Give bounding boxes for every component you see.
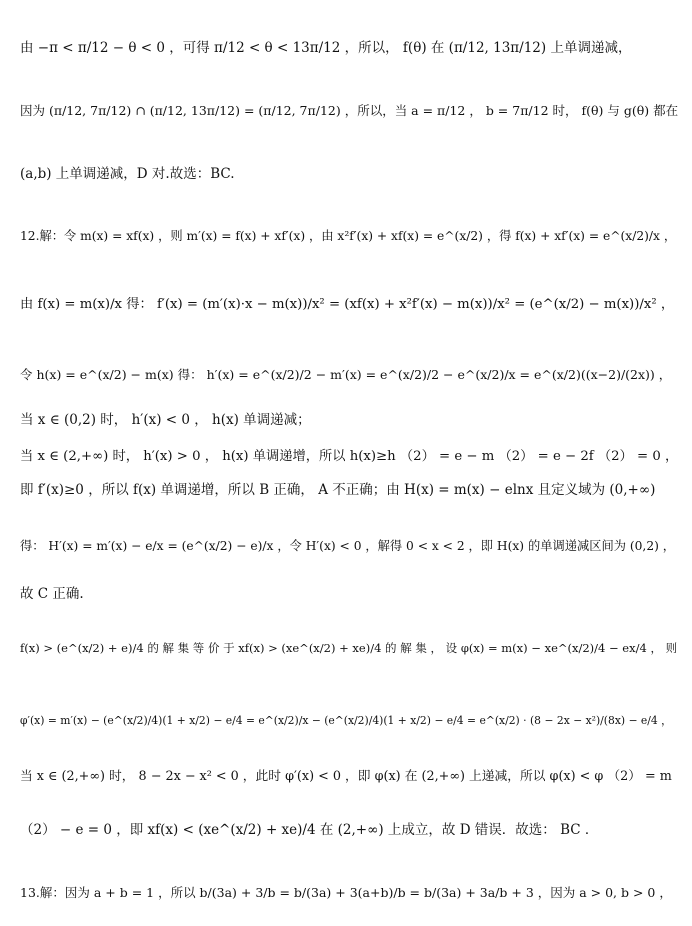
text-line-13: φ′(x) = m′(x) − (e^(x/2)/4)(1 + x/2) − e/4 = e^(x/2)/x − (e^(x/2)/4)(1 + x/2) − e/4 = e^(x/2) · (8 − 2x − x²)/(8x) − e/4 ， bbox=[20, 713, 672, 727]
text-line-4: 12.解：令 m(x) = xf(x) ，则 m′(x) = f(x) + xf′(x) ，由 x²f′(x) + xf(x) = e^(x/2) ，得 f(x) + xf′(x) = e^(x/2)/x ， bbox=[20, 229, 677, 243]
text-line-10: 得： H′(x) = m′(x) − e/x = (e^(x/2) − e)/x ，令 H′(x) < 0 ，解得 0 < x < 2 ，即 H(x) 的单调递减区间为 (0,2) ， bbox=[20, 539, 676, 553]
text-line-8: 当 x ∈ (2,+∞) 时， h′(x) > 0 ， h(x) 单调递增，所以 h(x)≥h （2） = e − m （2） = e − 2f （2） = 0 ， bbox=[20, 448, 679, 464]
text-line-6: 令 h(x) = e^(x/2) − m(x) 得： h′(x) = e^(x/2)/2 − m′(x) = e^(x/2)/2 − e^(x/2)/x = e^(x/2)((x−2)/(2x)) ， bbox=[20, 367, 672, 382]
text-line-1: 由 −π < π/12 − θ < 0 ，可得 π/12 < θ < 13π/12 ，所以， f(θ) 在 (π/12, 13π/12) 上单调递减， bbox=[20, 40, 632, 56]
text-line-5: 由 f(x) = m(x)/x 得： f′(x) = (m′(x)·x − m(x))/x² = (xf(x) + x²f′(x) − m(x))/x² = (e^(x/2) − m(x))/x² ， bbox=[20, 296, 675, 312]
text-line-9: 即 f′(x)≥0 ，所以 f(x) 单调递增，所以 B 正确， A 不正确；由 H(x) = m(x) − elnx 且定义域为 (0,+∞) bbox=[20, 482, 656, 498]
text-line-15: （2） − e = 0 ，即 xf(x) < (xe^(x/2) + xe)/4 在 (2,+∞) 上成立，故 D 错误．故选： BC ． bbox=[20, 822, 599, 838]
text-line-3: (a,b) 上单调递减，D 对.故选：BC. bbox=[20, 166, 235, 182]
text-line-11: 故 C 正确. bbox=[20, 586, 84, 602]
text-line-12: f(x) > (e^(x/2) + e)/4 的 解 集 等 价 于 xf(x) > (xe^(x/2) + xe)/4 的 解 集 ， 设 φ(x) = m(x) − xe^(x/2)/4 − ex/4 ， 则 bbox=[20, 641, 678, 655]
text-line-2: 因为 (π/12, 7π/12) ∩ (π/12, 13π/12) = (π/12, 7π/12) ，所以，当 a = π/12 ， b = 7π/12 时， f(θ) 与 g(θ) 都在 bbox=[20, 103, 679, 118]
text-line-16: 13.解：因为 a + b = 1 ，所以 b/(3a) + 3/b = b/(3a) + 3(a+b)/b = b/(3a) + 3a/b + 3 ，因为 a > 0, b > 0 ， bbox=[20, 885, 672, 900]
text-line-7: 当 x ∈ (0,2) 时， h′(x) < 0 ， h(x) 单调递减； bbox=[20, 412, 311, 428]
text-line-14: 当 x ∈ (2,+∞) 时， 8 − 2x − x² < 0 ，此时 φ′(x) < 0 ，即 φ(x) 在 (2,+∞) 上递减，所以 φ(x) < φ （2） = m bbox=[20, 768, 672, 784]
